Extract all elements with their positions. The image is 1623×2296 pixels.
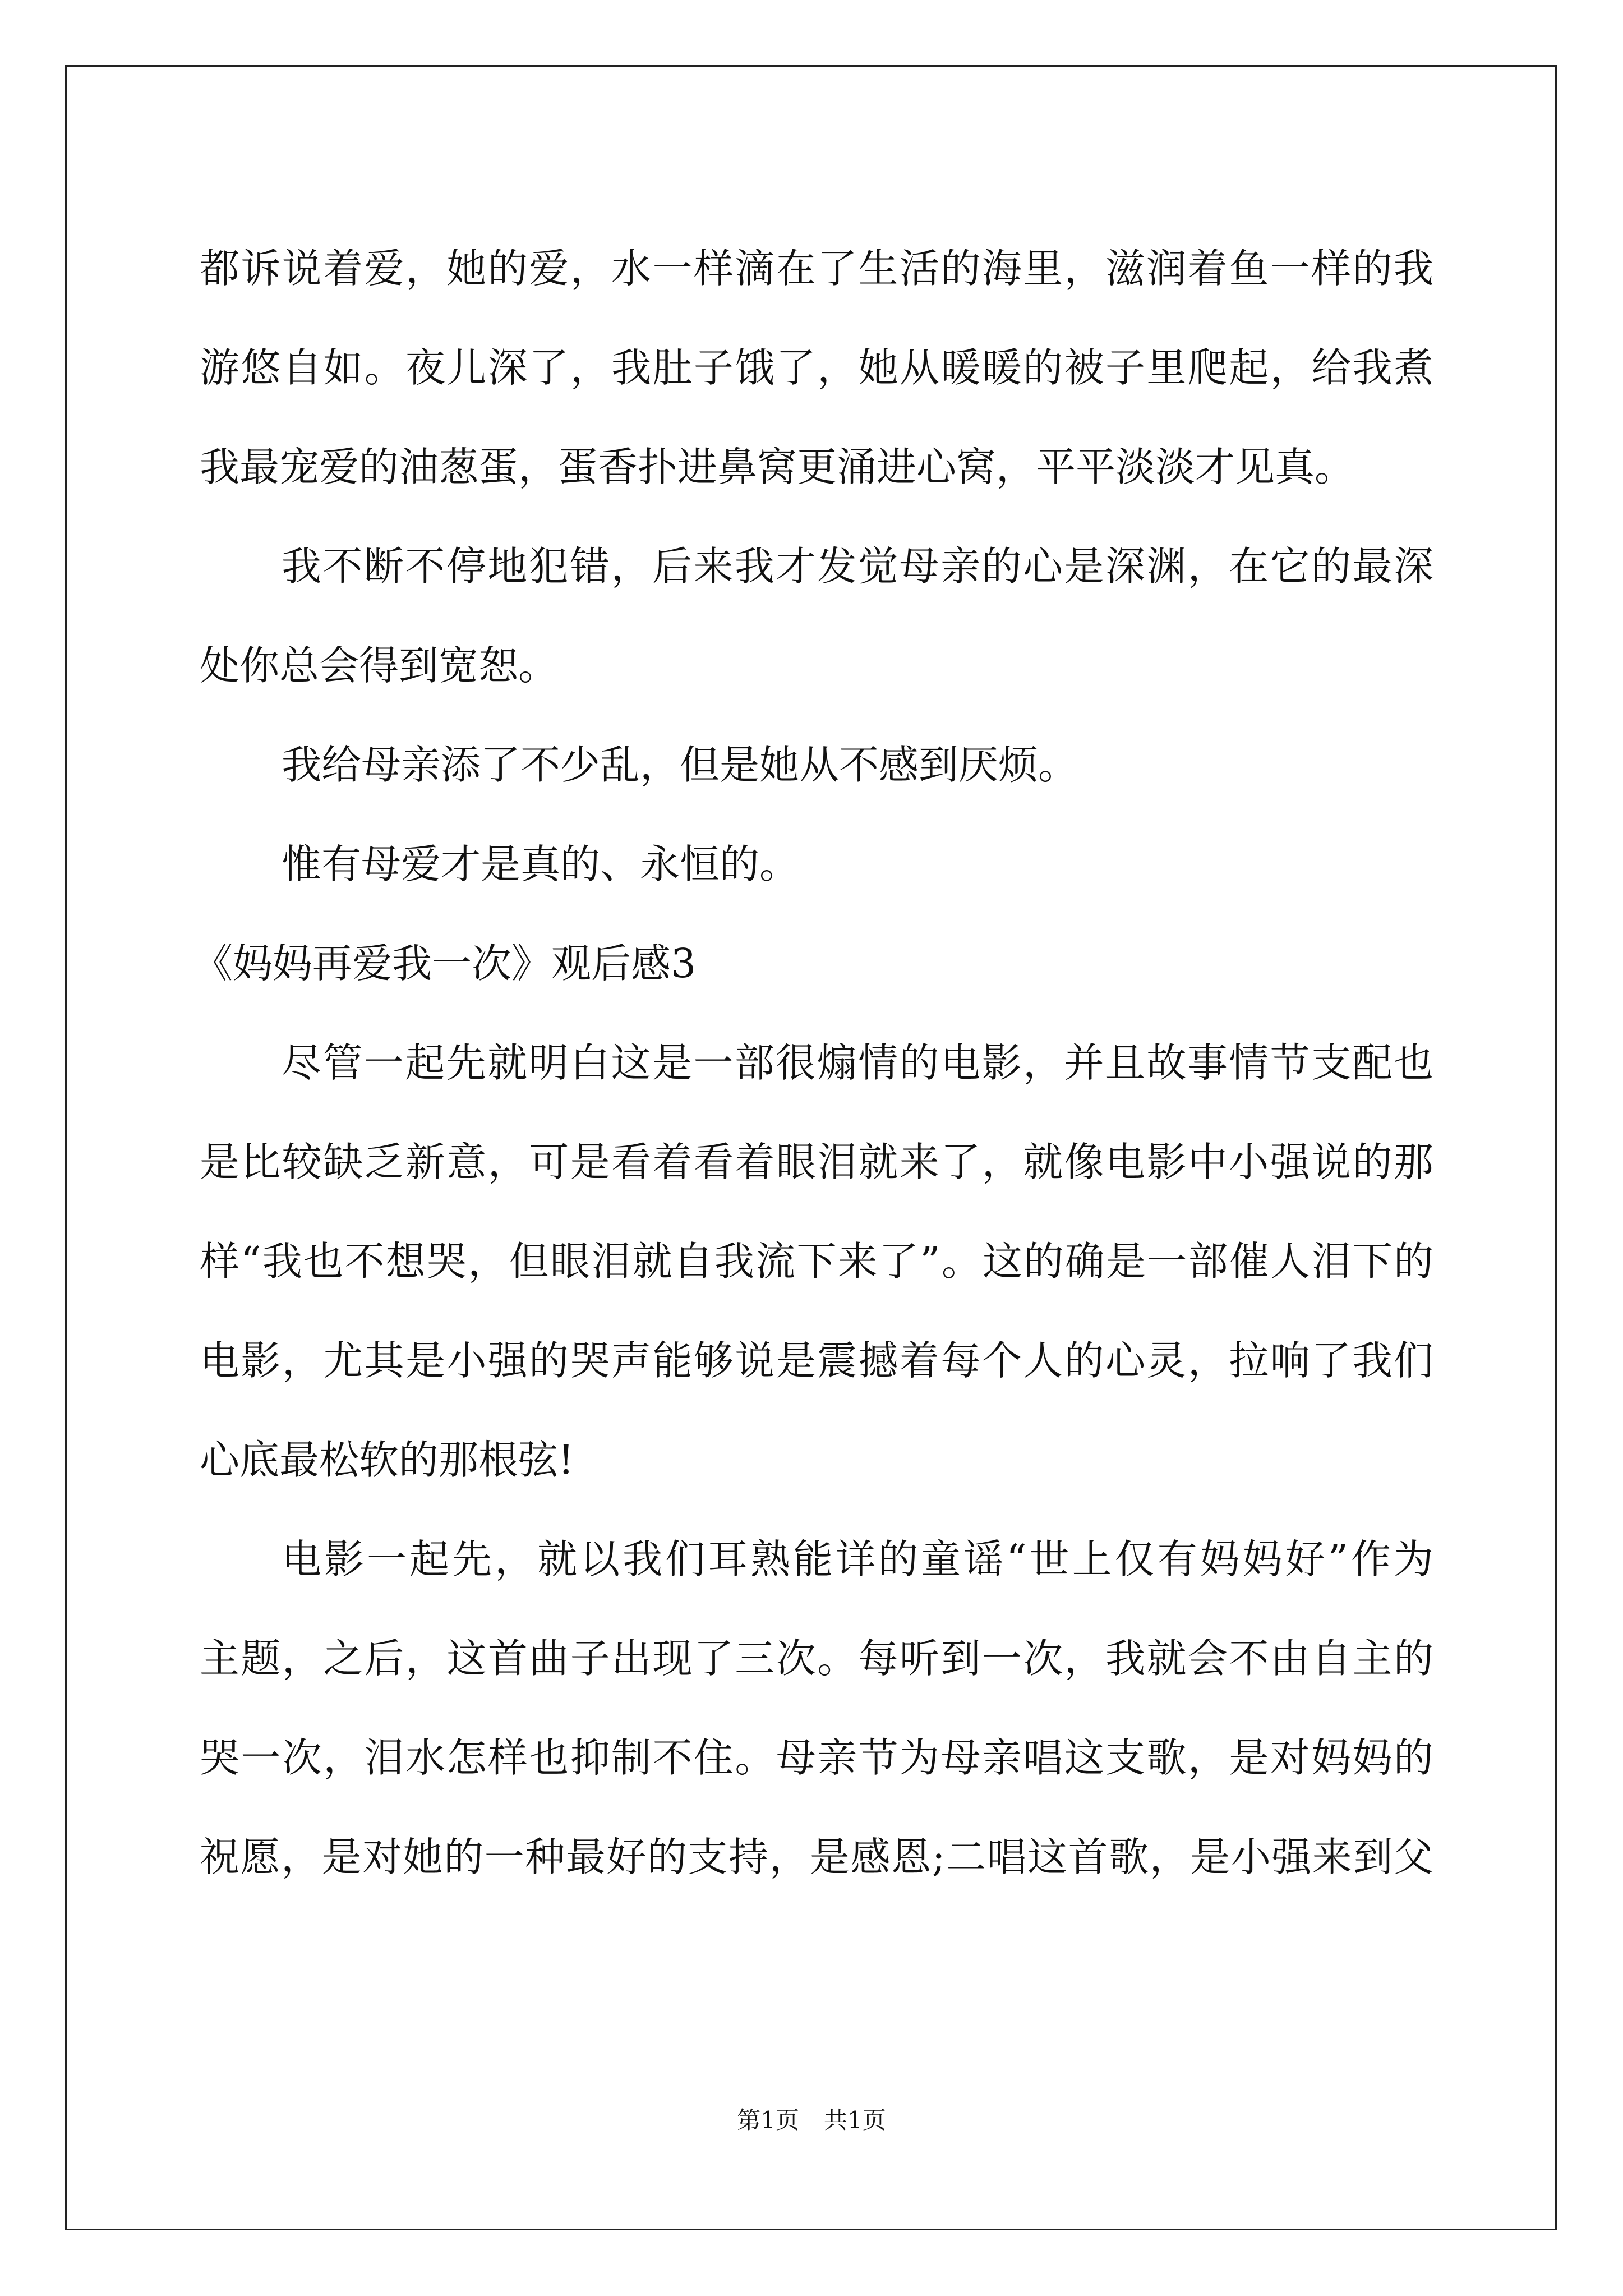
paragraph-start: 电影一起先，就以我们耳熟能详的童谣“世上仅有妈妈好”作为 <box>282 1536 1433 1582</box>
text-line: 祝愿，是对她的一种最好的支持，是感恩;二唱这首歌，是小强来到父 <box>200 1834 1433 1880</box>
paragraph-start: 惟有母爱才是真的、永恒的。 <box>282 841 800 887</box>
paragraph-start: 我给母亲添了不少乱，但是她从不感到厌烦。 <box>282 742 1078 788</box>
page-footer <box>0 2105 1623 2136</box>
document-body <box>193 219 1433 1907</box>
text-line: 游悠自如。夜儿深了，我肚子饿了，她从暖暖的被子里爬起，给我煮 <box>200 344 1433 391</box>
paragraph-start: 我不断不停地犯错，后来我才发觉母亲的心是深渊，在它的最深 <box>282 543 1433 590</box>
text-line: 样“我也不想哭，但眼泪就自我流下来了”。这的确是一部催人泪下的 <box>200 1238 1433 1285</box>
text-line: 哭一次，泪水怎样也抑制不住。母亲节为母亲唱这支歌，是对妈妈的 <box>200 1734 1433 1781</box>
text-line: 处你总会得到宽恕。 <box>200 642 559 689</box>
section-heading: 《妈妈再爱我一次》观后感3 <box>193 940 697 987</box>
text-line: 是比较缺乏新意，可是看着看着眼泪就来了，就像电影中小强说的那 <box>200 1139 1433 1185</box>
text-line: 心底最松软的那根弦! <box>200 1437 574 1483</box>
page-number: 第1页 <box>737 2106 799 2134</box>
paragraph-start: 尽管一起先就明白这是一部很煽情的电影，并且故事情节支配也 <box>282 1039 1433 1086</box>
page-count: 共1页 <box>824 2106 886 2134</box>
text-line: 都诉说着爱，她的爱，水一样滴在了生活的海里，滋润着鱼一样的我 <box>200 245 1433 292</box>
text-line: 电影，尤其是小强的哭声能够说是震撼着每个人的心灵，拉响了我们 <box>200 1337 1433 1384</box>
text-line: 主题，之后，这首曲子出现了三次。每听到一次，我就会不由自主的 <box>200 1635 1433 1682</box>
text-line: 我最宠爱的油葱蛋，蛋香扑进鼻窝更涌进心窝，平平淡淡才见真。 <box>200 444 1355 490</box>
